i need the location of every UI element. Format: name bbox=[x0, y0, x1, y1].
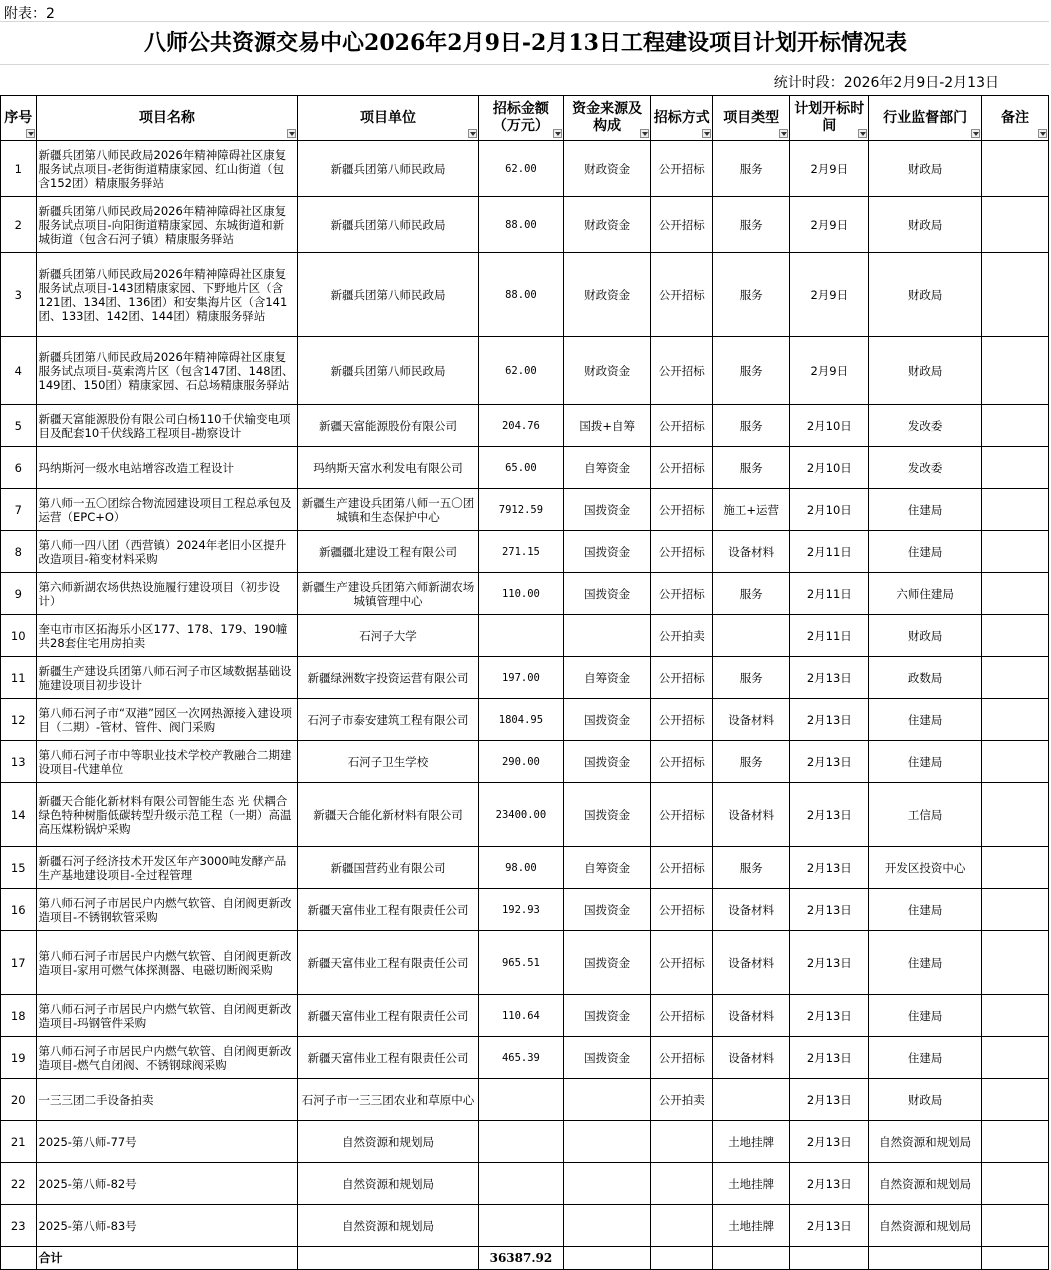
header-amount[interactable]: 招标金额（万元） bbox=[478, 96, 563, 141]
cell-unit[interactable]: 新疆天富伟业工程有限责任公司 bbox=[298, 931, 479, 995]
cell-no[interactable]: 2 bbox=[1, 197, 37, 253]
cell-dept[interactable]: 财政局 bbox=[869, 615, 982, 657]
cell-method[interactable]: 公开招标 bbox=[651, 531, 713, 573]
cell-no[interactable]: 20 bbox=[1, 1079, 37, 1121]
cell-fund[interactable]: 国拨资金 bbox=[564, 573, 651, 615]
cell-method[interactable]: 公开招标 bbox=[651, 1037, 713, 1079]
cell-dept[interactable]: 财政局 bbox=[869, 141, 982, 197]
table-row bbox=[1, 1079, 1049, 1121]
cell-time[interactable]: 2月9日 bbox=[790, 197, 869, 253]
cell-dept[interactable]: 住建局 bbox=[869, 995, 982, 1037]
cell-time[interactable]: 2月11日 bbox=[790, 615, 869, 657]
cell-method[interactable]: 公开招标 bbox=[651, 337, 713, 405]
cell-dept[interactable]: 开发区投资中心 bbox=[869, 847, 982, 889]
total-row bbox=[1, 1247, 1049, 1270]
cell-no[interactable]: 21 bbox=[1, 1121, 37, 1163]
cell-amount[interactable] bbox=[478, 1205, 563, 1247]
cell-type[interactable]: 服务 bbox=[713, 141, 790, 197]
cell-fund[interactable]: 财政资金 bbox=[564, 337, 651, 405]
cell-fund[interactable]: 国拨资金 bbox=[564, 699, 651, 741]
cell-note[interactable] bbox=[981, 889, 1048, 931]
cell-dept[interactable]: 住建局 bbox=[869, 1037, 982, 1079]
cell-time[interactable]: 2月13日 bbox=[790, 1163, 869, 1205]
cell-name[interactable]: 第八师一五〇团综合物流园建设项目工程总承包及运营（EPC+O） bbox=[36, 489, 298, 531]
cell-type[interactable]: 服务 bbox=[713, 847, 790, 889]
cell-unit[interactable]: 新疆天富伟业工程有限责任公司 bbox=[298, 995, 479, 1037]
cell-amount[interactable] bbox=[478, 1079, 563, 1121]
cell-note[interactable] bbox=[981, 1163, 1048, 1205]
cell-amount[interactable]: 290.00 bbox=[478, 741, 563, 783]
page-title: 八师公共资源交易中心2026年2月9日-2月13日工程建设项目计划开标情况表 bbox=[144, 30, 907, 56]
cell-time[interactable]: 2月11日 bbox=[790, 573, 869, 615]
cell-amount[interactable]: 98.00 bbox=[478, 847, 563, 889]
cell-note[interactable] bbox=[981, 931, 1048, 995]
cell-unit[interactable]: 自然资源和规划局 bbox=[298, 1205, 479, 1247]
cell-unit[interactable]: 新疆国营药业有限公司 bbox=[298, 847, 479, 889]
filter-dropdown-icon[interactable] bbox=[779, 129, 788, 138]
cell-unit[interactable]: 新疆疆北建设工程有限公司 bbox=[298, 531, 479, 573]
table-row bbox=[1, 573, 1049, 615]
cell-unit[interactable]: 石河子市泰安建筑工程有限公司 bbox=[298, 699, 479, 741]
cell-unit[interactable]: 自然资源和规划局 bbox=[298, 1121, 479, 1163]
cell-dept[interactable]: 发改委 bbox=[869, 405, 982, 447]
cell-type[interactable]: 设备材料 bbox=[713, 531, 790, 573]
table-row bbox=[1, 699, 1049, 741]
cell-type[interactable]: 服务 bbox=[713, 657, 790, 699]
cell-no[interactable]: 17 bbox=[1, 931, 37, 995]
cell-note[interactable] bbox=[981, 253, 1048, 337]
cell-method[interactable]: 公开拍卖 bbox=[651, 1079, 713, 1121]
cell-time[interactable]: 2月10日 bbox=[790, 489, 869, 531]
cell-unit[interactable]: 新疆天富能源股份有限公司 bbox=[298, 405, 479, 447]
cell-dept[interactable]: 工信局 bbox=[869, 783, 982, 847]
cell-amount[interactable]: 192.93 bbox=[478, 889, 563, 931]
cell-amount[interactable]: 465.39 bbox=[478, 1037, 563, 1079]
header-time[interactable]: 计划开标时间 bbox=[790, 96, 869, 141]
cell-type[interactable]: 服务 bbox=[713, 447, 790, 489]
cell-no[interactable]: 10 bbox=[1, 615, 37, 657]
cell-note[interactable] bbox=[981, 141, 1048, 197]
cell-unit[interactable]: 新疆天富伟业工程有限责任公司 bbox=[298, 889, 479, 931]
cell-name[interactable]: 新疆兵团第八师民政局2026年精神障碍社区康复服务试点项目-143团精康家园、下野地片区（含121团、134团、136团）和安集海片区（含141团、133团、142团、144团）精康服务驿站 bbox=[36, 253, 298, 337]
cell-type[interactable]: 服务 bbox=[713, 337, 790, 405]
cell-fund[interactable]: 国拨资金 bbox=[564, 531, 651, 573]
cell-no[interactable]: 14 bbox=[1, 783, 37, 847]
cell-name[interactable]: 新疆兵团第八师民政局2026年精神障碍社区康复服务试点项目-莫索湾片区（包含147团、148团、149团、150团）精康家园、石总场精康服务驿站 bbox=[36, 337, 298, 405]
cell-fund[interactable] bbox=[564, 1079, 651, 1121]
cell-no[interactable]: 23 bbox=[1, 1205, 37, 1247]
total-amount[interactable]: 36387.92 bbox=[478, 1247, 563, 1270]
cell-no[interactable]: 9 bbox=[1, 573, 37, 615]
cell-note[interactable] bbox=[981, 699, 1048, 741]
cell-name[interactable]: 第八师石河子市居民户内燃气软管、自闭阀更新改造项目-不锈钢软管采购 bbox=[36, 889, 298, 931]
cell-note[interactable] bbox=[981, 489, 1048, 531]
table-row bbox=[1, 1121, 1049, 1163]
cell-time[interactable]: 2月13日 bbox=[790, 741, 869, 783]
table-row bbox=[1, 889, 1049, 931]
cell-method[interactable]: 公开招标 bbox=[651, 847, 713, 889]
cell-amount[interactable]: 197.00 bbox=[478, 657, 563, 699]
table-row bbox=[1, 337, 1049, 405]
cell-method[interactable]: 公开招标 bbox=[651, 197, 713, 253]
cell-dept[interactable]: 住建局 bbox=[869, 531, 982, 573]
cell-dept[interactable]: 自然资源和规划局 bbox=[869, 1121, 982, 1163]
table-row bbox=[1, 141, 1049, 197]
cell-fund[interactable]: 自筹资金 bbox=[564, 847, 651, 889]
cell-no[interactable]: 5 bbox=[1, 405, 37, 447]
cell-name[interactable]: 奎屯市市区拓海乐小区177、178、179、190幢共28套住宅用房拍卖 bbox=[36, 615, 298, 657]
cell-type[interactable]: 设备材料 bbox=[713, 783, 790, 847]
cell-amount[interactable]: 88.00 bbox=[478, 197, 563, 253]
table-row bbox=[1, 995, 1049, 1037]
filter-dropdown-icon[interactable] bbox=[640, 129, 649, 138]
cell-note[interactable] bbox=[981, 197, 1048, 253]
filter-dropdown-icon[interactable] bbox=[287, 129, 296, 138]
cell-name[interactable]: 第八师一四八团（西营镇）2024年老旧小区提升改造项目-箱变材料采购 bbox=[36, 531, 298, 573]
cell-note[interactable] bbox=[981, 783, 1048, 847]
cell-method[interactable] bbox=[651, 1121, 713, 1163]
cell-note[interactable] bbox=[981, 573, 1048, 615]
cell-name[interactable]: 第八师石河子市“双港”园区一次网热源接入建设项目（二期）-管材、管件、阀门采购 bbox=[36, 699, 298, 741]
cell-unit[interactable]: 新疆生产建设兵团第八师一五〇团城镇和生态保护中心 bbox=[298, 489, 479, 531]
header-name[interactable]: 项目名称 bbox=[36, 96, 298, 141]
cell-amount[interactable]: 271.15 bbox=[478, 531, 563, 573]
cell-unit[interactable]: 新疆兵团第八师民政局 bbox=[298, 253, 479, 337]
cell-amount[interactable]: 1804.95 bbox=[478, 699, 563, 741]
header-unit[interactable]: 项目单位 bbox=[298, 96, 479, 141]
cell-time[interactable]: 2月13日 bbox=[790, 1205, 869, 1247]
cell-amount[interactable]: 88.00 bbox=[478, 253, 563, 337]
cell-unit[interactable]: 石河子卫生学校 bbox=[298, 741, 479, 783]
header-method[interactable]: 招标方式 bbox=[651, 96, 713, 141]
filter-dropdown-icon[interactable] bbox=[553, 129, 562, 138]
cell-dept[interactable]: 住建局 bbox=[869, 699, 982, 741]
cell-dept[interactable]: 财政局 bbox=[869, 1079, 982, 1121]
cell-note[interactable] bbox=[981, 657, 1048, 699]
filter-dropdown-icon[interactable] bbox=[468, 129, 477, 138]
cell-fund[interactable] bbox=[564, 1163, 651, 1205]
cell-name[interactable]: 第八师石河子市居民户内燃气软管、自闭阀更新改造项目-家用可燃气体探测器、电磁切断阀采购 bbox=[36, 931, 298, 995]
cell-time[interactable]: 2月9日 bbox=[790, 141, 869, 197]
cell-fund[interactable]: 财政资金 bbox=[564, 141, 651, 197]
cell-note[interactable] bbox=[981, 531, 1048, 573]
cell-amount[interactable]: 110.00 bbox=[478, 573, 563, 615]
cell-fund[interactable]: 国拨资金 bbox=[564, 995, 651, 1037]
cell-unit[interactable]: 石河子市一三三团农业和草原中心 bbox=[298, 1079, 479, 1121]
cell-note[interactable] bbox=[981, 337, 1048, 405]
appendix-bar bbox=[0, 0, 1049, 22]
cell-fund[interactable]: 国拨资金 bbox=[564, 783, 651, 847]
cell-note[interactable] bbox=[981, 447, 1048, 489]
cell-no[interactable]: 3 bbox=[1, 253, 37, 337]
cell-fund[interactable]: 财政资金 bbox=[564, 197, 651, 253]
cell-unit[interactable]: 新疆绿洲数字投资运营有限公司 bbox=[298, 657, 479, 699]
cell-no[interactable]: 7 bbox=[1, 489, 37, 531]
cell-note[interactable] bbox=[981, 995, 1048, 1037]
cell-unit[interactable]: 石河子大学 bbox=[298, 615, 479, 657]
cell-time[interactable]: 2月13日 bbox=[790, 1079, 869, 1121]
cell-type[interactable] bbox=[713, 615, 790, 657]
cell-dept[interactable]: 住建局 bbox=[869, 931, 982, 995]
cell-name[interactable]: 新疆天合能化新材料有限公司智能生态 光 伏耦合绿色特种树脂低碳转型升级示范工程（一期）高温高压煤粉锅炉采购 bbox=[36, 783, 298, 847]
cell-type[interactable]: 设备材料 bbox=[713, 889, 790, 931]
stat-bar bbox=[0, 64, 1049, 96]
cell-amount[interactable]: 965.51 bbox=[478, 931, 563, 995]
cell-amount[interactable]: 62.00 bbox=[478, 337, 563, 405]
cell-type[interactable]: 设备材料 bbox=[713, 699, 790, 741]
cell-time[interactable]: 2月13日 bbox=[790, 889, 869, 931]
cell-type[interactable]: 服务 bbox=[713, 741, 790, 783]
table-row bbox=[1, 931, 1049, 995]
header-dept[interactable]: 行业监督部门 bbox=[869, 96, 982, 141]
cell-time[interactable]: 2月11日 bbox=[790, 531, 869, 573]
cell-fund[interactable]: 自筹资金 bbox=[564, 447, 651, 489]
cell-name[interactable]: 第八师石河子市中等职业技术学校产教融合二期建设项目-代建单位 bbox=[36, 741, 298, 783]
filter-dropdown-icon[interactable] bbox=[858, 129, 867, 138]
cell-amount[interactable] bbox=[478, 1163, 563, 1205]
header-row bbox=[1, 96, 1049, 141]
cell-time[interactable]: 2月10日 bbox=[790, 405, 869, 447]
cell-dept[interactable]: 财政局 bbox=[869, 337, 982, 405]
cell-type[interactable]: 服务 bbox=[713, 573, 790, 615]
cell-method[interactable]: 公开拍卖 bbox=[651, 615, 713, 657]
cell-fund[interactable]: 国拨资金 bbox=[564, 1037, 651, 1079]
cell-method[interactable]: 公开招标 bbox=[651, 657, 713, 699]
header-no[interactable]: 序号 bbox=[1, 96, 37, 141]
cell-fund[interactable] bbox=[564, 1121, 651, 1163]
cell-name[interactable]: 第六师新湖农场供热设施履行建设项目（初步设计） bbox=[36, 573, 298, 615]
cell-note[interactable] bbox=[981, 1037, 1048, 1079]
cell-no[interactable]: 8 bbox=[1, 531, 37, 573]
cell-name[interactable]: 第八师石河子市居民户内燃气软管、自闭阀更新改造项目-燃气自闭阀、不锈钢球阀采购 bbox=[36, 1037, 298, 1079]
cell-no[interactable]: 15 bbox=[1, 847, 37, 889]
table-row bbox=[1, 1163, 1049, 1205]
cell-amount[interactable]: 7912.59 bbox=[478, 489, 563, 531]
stat-period: 统计时段：2026年2月9日-2月13日 bbox=[773, 75, 999, 91]
cell-type[interactable]: 土地挂牌 bbox=[713, 1205, 790, 1247]
cell-name[interactable]: 2025-第八师-77号 bbox=[36, 1121, 298, 1163]
cell-type[interactable]: 服务 bbox=[713, 405, 790, 447]
filter-dropdown-icon[interactable] bbox=[702, 129, 711, 138]
cell-dept[interactable]: 自然资源和规划局 bbox=[869, 1163, 982, 1205]
cell-fund[interactable]: 国拨资金 bbox=[564, 889, 651, 931]
cell-fund[interactable] bbox=[564, 1205, 651, 1247]
cell-unit[interactable]: 新疆天富伟业工程有限责任公司 bbox=[298, 1037, 479, 1079]
cell-no[interactable]: 1 bbox=[1, 141, 37, 197]
cell-amount[interactable]: 62.00 bbox=[478, 141, 563, 197]
cell-dept[interactable]: 财政局 bbox=[869, 197, 982, 253]
cell-method[interactable]: 公开招标 bbox=[651, 573, 713, 615]
cell-no[interactable]: 12 bbox=[1, 699, 37, 741]
cell-amount[interactable] bbox=[478, 615, 563, 657]
cell-name[interactable]: 新疆兵团第八师民政局2026年精神障碍社区康复服务试点项目-老街街道精康家园、红山街道（包含152团）精康服务驿站 bbox=[36, 141, 298, 197]
cell-no[interactable]: 4 bbox=[1, 337, 37, 405]
cell-name[interactable]: 新疆兵团第八师民政局2026年精神障碍社区康复服务试点项目-向阳街道精康家园、东城街道和新城街道（包含石河子镇）精康服务驿站 bbox=[36, 197, 298, 253]
filter-dropdown-icon[interactable] bbox=[26, 129, 35, 138]
cell-method[interactable]: 公开招标 bbox=[651, 447, 713, 489]
cell-method[interactable]: 公开招标 bbox=[651, 141, 713, 197]
cell-name[interactable]: 新疆石河子经济技术开发区年产3000吨发酵产品生产基地建设项目-全过程管理 bbox=[36, 847, 298, 889]
cell-no[interactable]: 22 bbox=[1, 1163, 37, 1205]
cell-dept[interactable]: 六师住建局 bbox=[869, 573, 982, 615]
cell-method[interactable]: 公开招标 bbox=[651, 405, 713, 447]
cell-unit[interactable]: 新疆兵团第八师民政局 bbox=[298, 141, 479, 197]
table-row bbox=[1, 615, 1049, 657]
cell-note[interactable] bbox=[981, 1079, 1048, 1121]
cell-note[interactable] bbox=[981, 741, 1048, 783]
cell-no[interactable]: 18 bbox=[1, 995, 37, 1037]
cell-name[interactable]: 新疆生产建设兵团第八师石河子市区域数据基础设施建设项目初步设计 bbox=[36, 657, 298, 699]
table-row bbox=[1, 489, 1049, 531]
cell-fund[interactable]: 财政资金 bbox=[564, 253, 651, 337]
cell-amount[interactable]: 65.00 bbox=[478, 447, 563, 489]
cell-fund[interactable]: 国拨+自筹 bbox=[564, 405, 651, 447]
table-row bbox=[1, 253, 1049, 337]
cell-time[interactable]: 2月9日 bbox=[790, 337, 869, 405]
appendix-label: 附表：2 bbox=[4, 6, 55, 22]
cell-time[interactable]: 2月13日 bbox=[790, 847, 869, 889]
cell-unit[interactable]: 自然资源和规划局 bbox=[298, 1163, 479, 1205]
cell-unit[interactable]: 新疆兵团第八师民政局 bbox=[298, 197, 479, 253]
cell-type[interactable] bbox=[713, 1079, 790, 1121]
cell-fund[interactable]: 国拨资金 bbox=[564, 741, 651, 783]
cell-type[interactable]: 设备材料 bbox=[713, 1037, 790, 1079]
cell-time[interactable]: 2月13日 bbox=[790, 783, 869, 847]
cell-unit[interactable]: 新疆天合能化新材料有限公司 bbox=[298, 783, 479, 847]
cell-time[interactable]: 2月13日 bbox=[790, 1037, 869, 1079]
cell-name[interactable]: 2025-第八师-82号 bbox=[36, 1163, 298, 1205]
cell-time[interactable]: 2月13日 bbox=[790, 699, 869, 741]
cell-method[interactable]: 公开招标 bbox=[651, 489, 713, 531]
cell-method[interactable]: 公开招标 bbox=[651, 741, 713, 783]
cell-time[interactable]: 2月13日 bbox=[790, 1121, 869, 1163]
cell-dept[interactable]: 财政局 bbox=[869, 253, 982, 337]
cell-type[interactable]: 土地挂牌 bbox=[713, 1121, 790, 1163]
table-row bbox=[1, 531, 1049, 573]
header-note[interactable]: 备注 bbox=[981, 96, 1048, 141]
cell-method[interactable]: 公开招标 bbox=[651, 889, 713, 931]
filter-dropdown-icon[interactable] bbox=[1038, 129, 1047, 138]
cell-fund[interactable] bbox=[564, 615, 651, 657]
cell-name[interactable]: 新疆天富能源股份有限公司白杨110千伏输变电项目及配套10千伏线路工程项目-勘察设计 bbox=[36, 405, 298, 447]
cell-type[interactable]: 土地挂牌 bbox=[713, 1163, 790, 1205]
header-type[interactable]: 项目类型 bbox=[713, 96, 790, 141]
table-row bbox=[1, 447, 1049, 489]
total-label[interactable]: 合计 bbox=[36, 1247, 298, 1270]
cell-note[interactable] bbox=[981, 1121, 1048, 1163]
cell-time[interactable]: 2月13日 bbox=[790, 657, 869, 699]
cell-dept[interactable]: 住建局 bbox=[869, 489, 982, 531]
cell-fund[interactable]: 国拨资金 bbox=[564, 489, 651, 531]
cell-method[interactable]: 公开招标 bbox=[651, 699, 713, 741]
cell-method[interactable] bbox=[651, 1205, 713, 1247]
cell-method[interactable] bbox=[651, 1163, 713, 1205]
table-row bbox=[1, 783, 1049, 847]
cell-no[interactable]: 6 bbox=[1, 447, 37, 489]
table-row bbox=[1, 405, 1049, 447]
cell-dept[interactable]: 住建局 bbox=[869, 741, 982, 783]
cell-type[interactable]: 施工+运营 bbox=[713, 489, 790, 531]
table-row bbox=[1, 1037, 1049, 1079]
cell-type[interactable]: 设备材料 bbox=[713, 931, 790, 995]
cell-fund[interactable]: 自筹资金 bbox=[564, 657, 651, 699]
filter-dropdown-icon[interactable] bbox=[971, 129, 980, 138]
table-row bbox=[1, 1205, 1049, 1247]
cell-unit[interactable]: 新疆兵团第八师民政局 bbox=[298, 337, 479, 405]
cell-note[interactable] bbox=[981, 1205, 1048, 1247]
cell-amount[interactable] bbox=[478, 1121, 563, 1163]
table-row bbox=[1, 847, 1049, 889]
cell-dept[interactable]: 自然资源和规划局 bbox=[869, 1205, 982, 1247]
cell-time[interactable]: 2月13日 bbox=[790, 995, 869, 1037]
cell-time[interactable]: 2月13日 bbox=[790, 931, 869, 995]
cell-note[interactable] bbox=[981, 847, 1048, 889]
cell-dept[interactable]: 发改委 bbox=[869, 447, 982, 489]
cell-note[interactable] bbox=[981, 405, 1048, 447]
cell-unit[interactable]: 玛纳斯天富水利发电有限公司 bbox=[298, 447, 479, 489]
cell-no[interactable]: 16 bbox=[1, 889, 37, 931]
cell-no[interactable]: 11 bbox=[1, 657, 37, 699]
cell-note[interactable] bbox=[981, 615, 1048, 657]
cell-amount[interactable]: 204.76 bbox=[478, 405, 563, 447]
cell-time[interactable]: 2月10日 bbox=[790, 447, 869, 489]
cell-method[interactable]: 公开招标 bbox=[651, 253, 713, 337]
cell-fund[interactable]: 国拨资金 bbox=[564, 931, 651, 995]
cell-no[interactable]: 13 bbox=[1, 741, 37, 783]
cell-amount[interactable]: 110.64 bbox=[478, 995, 563, 1037]
cell-type[interactable]: 服务 bbox=[713, 253, 790, 337]
cell-dept[interactable]: 政数局 bbox=[869, 657, 982, 699]
cell-name[interactable]: 第八师石河子市居民户内燃气软管、自闭阀更新改造项目-玛钢管件采购 bbox=[36, 995, 298, 1037]
cell-dept[interactable]: 住建局 bbox=[869, 889, 982, 931]
table-row bbox=[1, 197, 1049, 253]
cell-method[interactable]: 公开招标 bbox=[651, 995, 713, 1037]
cell-type[interactable]: 服务 bbox=[713, 197, 790, 253]
cell-name[interactable]: 玛纳斯河一级水电站增容改造工程设计 bbox=[36, 447, 298, 489]
cell-name[interactable]: 一三三团二手设备拍卖 bbox=[36, 1079, 298, 1121]
cell-time[interactable]: 2月9日 bbox=[790, 253, 869, 337]
bidding-table bbox=[0, 95, 1049, 1270]
cell-type[interactable]: 设备材料 bbox=[713, 995, 790, 1037]
table-row bbox=[1, 741, 1049, 783]
cell-unit[interactable]: 新疆生产建设兵团第六师新湖农场城镇管理中心 bbox=[298, 573, 479, 615]
table-row bbox=[1, 657, 1049, 699]
cell-no[interactable]: 19 bbox=[1, 1037, 37, 1079]
header-fund[interactable]: 资金来源及构成 bbox=[564, 96, 651, 141]
cell-method[interactable]: 公开招标 bbox=[651, 931, 713, 995]
cell-amount[interactable]: 23400.00 bbox=[478, 783, 563, 847]
cell-method[interactable]: 公开招标 bbox=[651, 783, 713, 847]
cell-name[interactable]: 2025-第八师-83号 bbox=[36, 1205, 298, 1247]
